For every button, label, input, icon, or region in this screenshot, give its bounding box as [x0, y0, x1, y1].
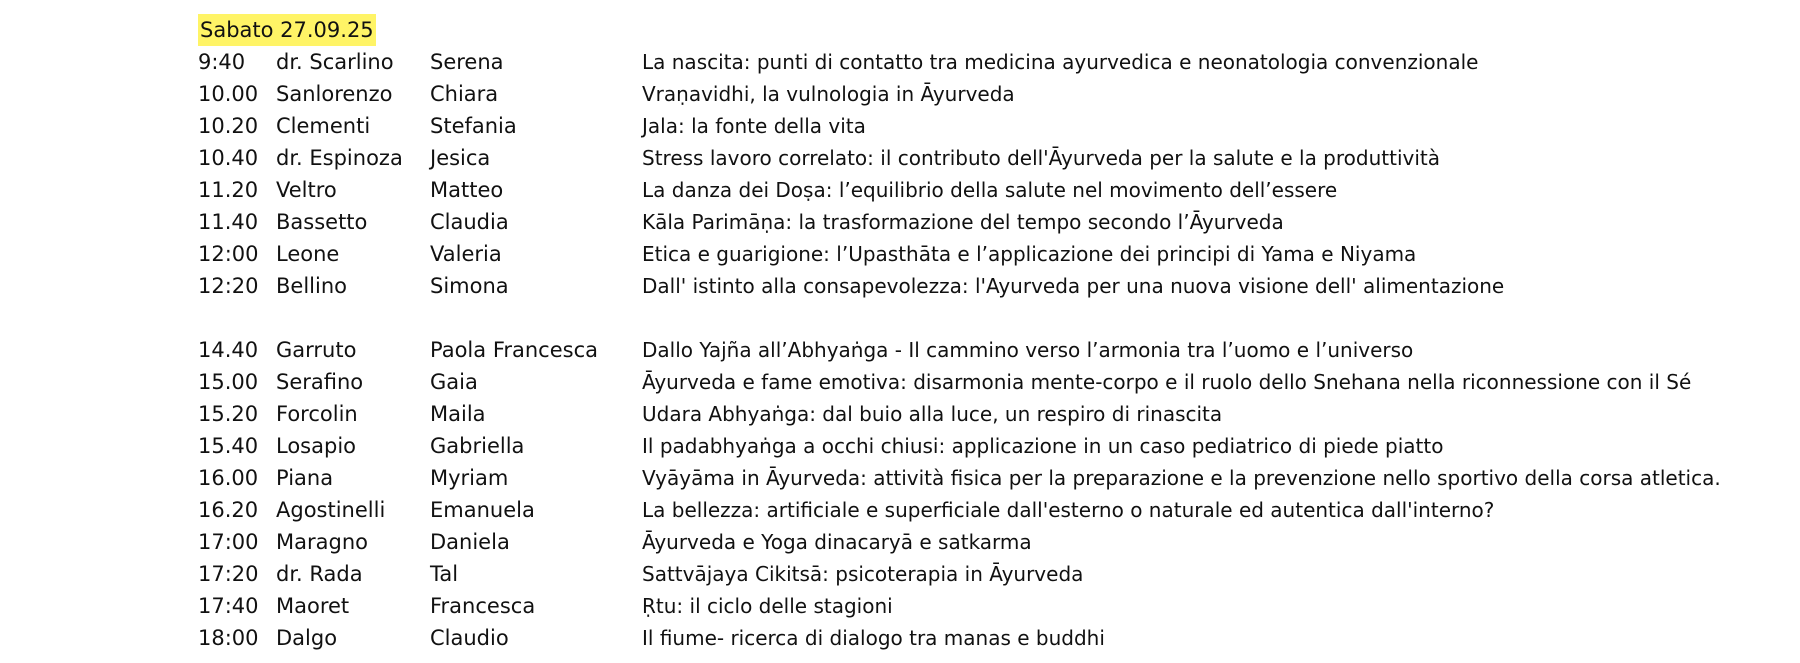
row-surname: Sanlorenzo: [276, 82, 393, 106]
row-first-name: Paola Francesca: [430, 338, 598, 362]
row-title: Ṛtu: il ciclo delle stagioni: [642, 594, 893, 618]
row-first-name: Maila: [430, 402, 486, 426]
row-title: Āyurveda e fame emotiva: disarmonia mente-corpo e il ruolo dello Snehana nella riconnessione con il Sé: [642, 370, 1692, 394]
row-surname: Maragno: [276, 530, 368, 554]
schedule-row: [0, 366, 1800, 398]
row-time: 14.40: [198, 338, 259, 362]
row-title: Dallo Yajña all’Abhyaṅga - Il cammino verso l’armonia tra l’uomo e l’universo: [642, 338, 1414, 362]
row-time: 9:40: [198, 50, 246, 74]
row-surname: Maoret: [276, 594, 350, 618]
schedule-row: [0, 622, 1800, 654]
row-time: 17:40: [198, 594, 259, 618]
row-first-name: Chiara: [430, 82, 499, 106]
row-time: 12:20: [198, 274, 259, 298]
schedule-row: [0, 398, 1800, 430]
schedule-row: [0, 590, 1800, 622]
row-title: Il fiume- ricerca di dialogo tra manas e buddhi: [642, 626, 1105, 650]
row-surname: Leone: [276, 242, 340, 266]
row-first-name: Francesca: [430, 594, 536, 618]
row-title: Dall' istinto alla consapevolezza: l'Ayurveda per una nuova visione dell' alimentazione: [642, 274, 1505, 298]
schedule-row: [0, 430, 1800, 462]
schedule-row: [0, 142, 1800, 174]
row-time: 11.40: [198, 210, 259, 234]
row-time: 10.40: [198, 146, 259, 170]
schedule-row: [0, 526, 1800, 558]
schedule-row: [0, 238, 1800, 270]
row-time: 16.00: [198, 466, 259, 490]
row-title: Vraṇavidhi, la vulnologia in Āyurveda: [642, 82, 1015, 106]
row-title: Jala: la fonte della vita: [642, 114, 866, 138]
row-first-name: Valeria: [430, 242, 502, 266]
row-first-name: Gaia: [430, 370, 478, 394]
row-first-name: Tal: [430, 562, 459, 586]
row-time: 17:00: [198, 530, 259, 554]
row-first-name: Daniela: [430, 530, 510, 554]
row-time: 15.40: [198, 434, 259, 458]
row-first-name: Claudio: [430, 626, 509, 650]
row-surname: Clementi: [276, 114, 371, 138]
row-first-name: Jesica: [430, 146, 491, 170]
row-first-name: Simona: [430, 274, 509, 298]
row-surname: Piana: [276, 466, 334, 490]
row-title: Vyāyāma in Āyurveda: attività fisica per la preparazione e la prevenzione nello sportivo della corsa atletica.: [642, 466, 1721, 490]
row-surname: Veltro: [276, 178, 337, 202]
row-time: 18:00: [198, 626, 259, 650]
row-surname: Garruto: [276, 338, 357, 362]
row-title: Udara Abhyaṅga: dal buio alla luce, un respiro di rinascita: [642, 402, 1223, 426]
row-title: Āyurveda e Yoga dinacaryā e satkarma: [642, 530, 1032, 554]
row-time: 11.20: [198, 178, 259, 202]
row-title: Stress lavoro correlato: il contributo dell'Āyurveda per la salute e la produttività: [642, 146, 1440, 170]
schedule-row: [0, 334, 1800, 366]
row-surname: dr. Scarlino: [276, 50, 394, 74]
schedule-row: [0, 494, 1800, 526]
row-surname: Serafino: [276, 370, 364, 394]
row-title: La nascita: punti di contatto tra medicina ayurvedica e neonatologia convenzionale: [642, 50, 1479, 74]
row-surname: dr. Espinoza: [276, 146, 403, 170]
schedule-row: [0, 78, 1800, 110]
row-title: La bellezza: artificiale e superficiale dall'esterno o naturale ed autentica dall'interno?: [642, 498, 1495, 522]
row-first-name: Gabriella: [430, 434, 525, 458]
row-surname: Agostinelli: [276, 498, 386, 522]
row-first-name: Matteo: [430, 178, 504, 202]
row-surname: Forcolin: [276, 402, 358, 426]
row-time: 16.20: [198, 498, 259, 522]
row-first-name: Serena: [430, 50, 504, 74]
row-surname: Bellino: [276, 274, 347, 298]
row-time: 17:20: [198, 562, 259, 586]
row-title: Sattvājaya Cikitsā: psicoterapia in Āyurveda: [642, 562, 1084, 586]
row-title: La danza dei Doṣa: l’equilibrio della salute nel movimento dell’essere: [642, 178, 1338, 202]
row-first-name: Emanuela: [430, 498, 535, 522]
row-surname: dr. Rada: [276, 562, 363, 586]
row-title: Kāla Parimāṇa: la trasformazione del tempo secondo l’Āyurveda: [642, 210, 1284, 234]
schedule-row: [0, 270, 1800, 302]
row-time: 12:00: [198, 242, 259, 266]
row-surname: Dalgo: [276, 626, 338, 650]
schedule-row: [0, 46, 1800, 78]
row-first-name: Stefania: [430, 114, 517, 138]
date-heading: Sabato 27.09.25: [198, 14, 376, 46]
row-time: 15.00: [198, 370, 259, 394]
row-time: 10.20: [198, 114, 259, 138]
row-surname: Losapio: [276, 434, 357, 458]
row-time: 15.20: [198, 402, 259, 426]
schedule-row: [0, 110, 1800, 142]
row-first-name: Myriam: [430, 466, 509, 490]
schedule-row: [0, 462, 1800, 494]
row-title: Il padabhyaṅga a occhi chiusi: applicazione in un caso pediatrico di piede piatto: [642, 434, 1444, 458]
row-title: Etica e guarigione: l’Upasthāta e l’applicazione dei principi di Yama e Niyama: [642, 242, 1417, 266]
row-first-name: Claudia: [430, 210, 509, 234]
row-surname: Bassetto: [276, 210, 368, 234]
schedule-row: [0, 558, 1800, 590]
schedule-row: [0, 206, 1800, 238]
schedule-row: [0, 174, 1800, 206]
row-time: 10.00: [198, 82, 259, 106]
